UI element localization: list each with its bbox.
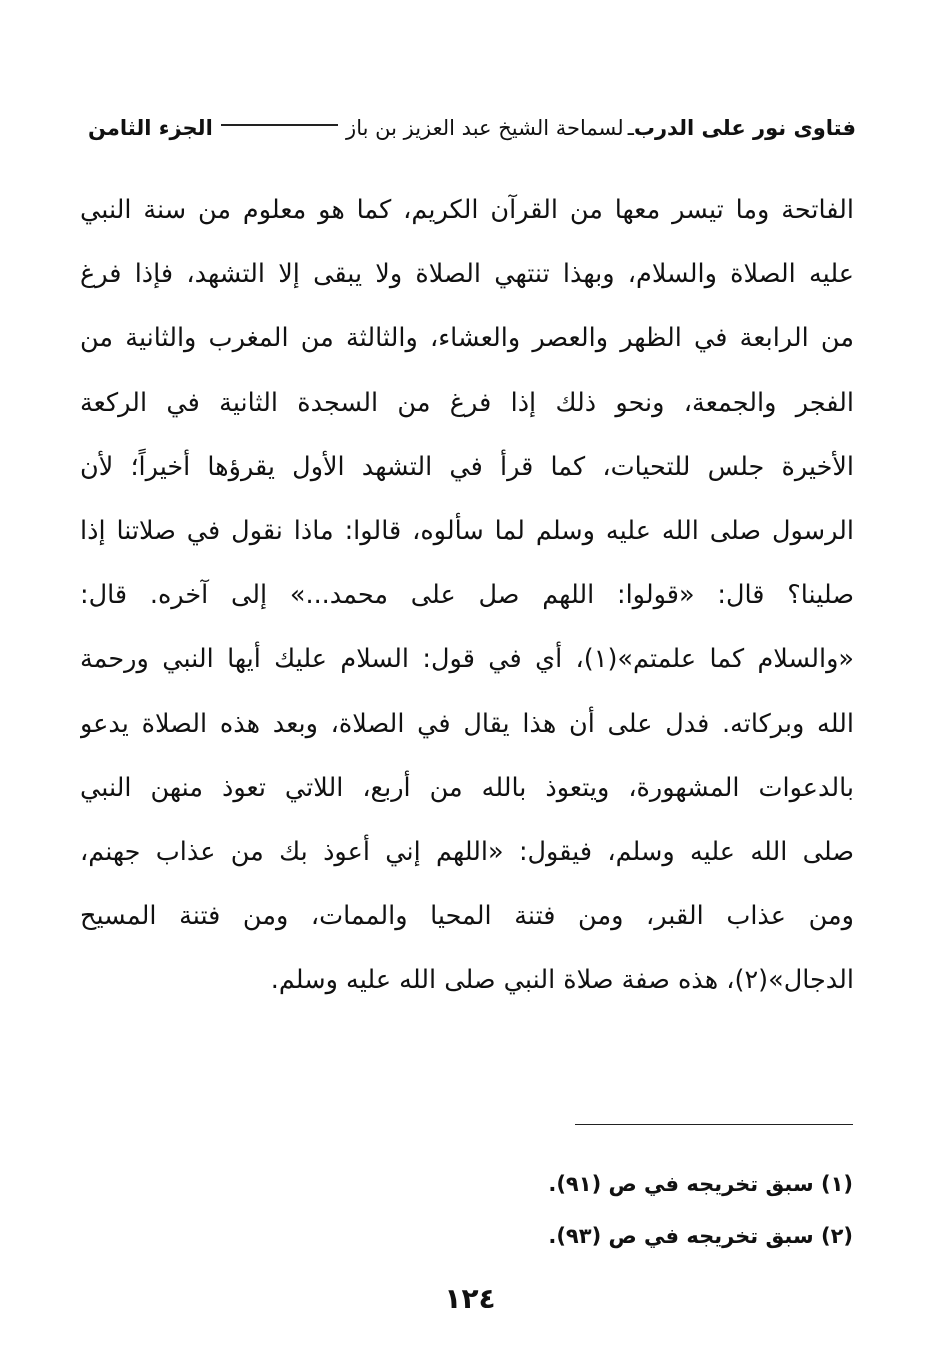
- body-line: الأخيرة جلس للتحيات، كما قرأ في التشهد الأول يقرؤها أخيراً؛ لأن: [80, 451, 854, 482]
- body-line: «والسلام كما علمتم»(١)، أي في قول: السلام عليك أيها النبي ورحمة: [80, 644, 854, 675]
- page-number: ١٢٤: [444, 1282, 496, 1315]
- part-label: الجزء الثامن: [88, 116, 213, 140]
- running-header: [88, 108, 856, 148]
- body-text: [80, 178, 854, 1012]
- body-line: صلينا؟ قال: «قولوا: اللهم صل على محمد...» إلى آخره. قال:: [80, 580, 854, 611]
- body-line: الله وبركاته. فدل على أن هذا يقال في الصلاة، وبعد هذه الصلاة يدعو: [80, 708, 854, 739]
- body-line: الرسول صلى الله عليه وسلم لما سألوه، قالوا: ماذا نقول في صلاتنا إذا: [80, 515, 854, 546]
- body-line: من الرابعة في الظهر والعصر والعشاء، والثالثة من المغرب والثانية من: [80, 323, 854, 354]
- body-line: بالدعوات المشهورة، ويتعوذ بالله من أربع، اللاتي تعوذ منهن النبي: [80, 772, 854, 803]
- body-line: الدجال»(٢)، هذه صفة صلاة النبي صلى الله عليه وسلم.: [270, 965, 854, 996]
- footnote-1: (١) سبق تخريجه في ص (٩١).: [548, 1172, 853, 1196]
- header-separator: ـ: [627, 116, 634, 140]
- body-line: عليه الصلاة والسلام، وبهذا تنتهي الصلاة ولا يبقى إلا التشهد، فإذا فرغ: [80, 259, 854, 290]
- body-line: الفجر والجمعة، ونحو ذلك إذا فرغ من السجدة الثانية في الركعة: [80, 387, 854, 418]
- body-line: ومن عذاب القبر، ومن فتنة المحيا والممات، ومن فتنة المسيح: [80, 901, 854, 932]
- body-line: الفاتحة وما تيسر معها من القرآن الكريم، كما هو معلوم من سنة النبي: [80, 195, 854, 225]
- footnote-2: (٢) سبق تخريجه في ص (٩٣).: [548, 1224, 853, 1248]
- book-title: فتاوى نور على الدرب: [633, 116, 856, 140]
- header-rule: [221, 124, 338, 126]
- footnotes: [400, 1158, 853, 1262]
- footnote-divider: [575, 1124, 853, 1125]
- body-line: صلى الله عليه وسلم، فيقول: «اللهم إني أعوذ بك من عذاب جهنم،: [80, 836, 854, 867]
- author-name: لسماحة الشيخ عبد العزيز بن باز: [346, 116, 624, 140]
